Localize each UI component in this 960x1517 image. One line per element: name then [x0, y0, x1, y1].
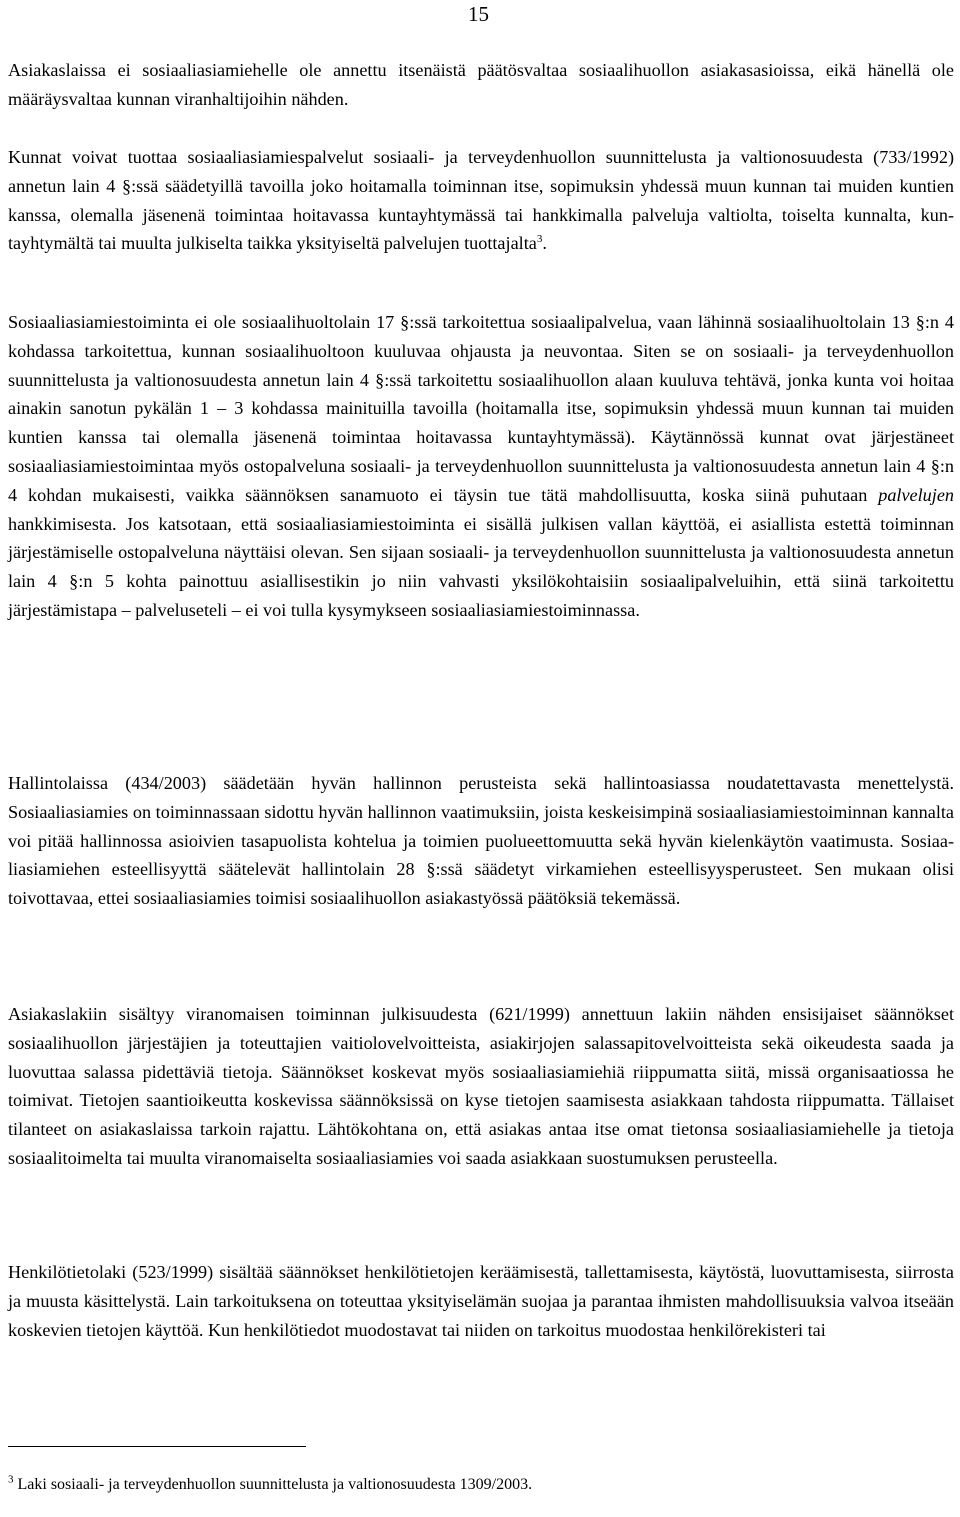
page-number: 15 — [468, 2, 489, 26]
footnote — [8, 1474, 532, 1496]
footnote-text: Laki sosiaali- ja terveydenhuollon suunnittelusta ja valtionosuudesta 1309/2003. — [13, 1476, 533, 1493]
paragraph-service-production — [8, 143, 954, 258]
paragraph-text: Kunnat voivat tuottaa sosiaaliasiamiespalvelut sosiaali- ja terveydenhuollon suunnittelusta ja valtionosuudesta (733/1992) annetun lain 4 §:ssä säädetyillä tavoilla joko hoitamalla toiminnan itse, sopimuksin yhdessä muun kunnan tai muiden kuntien kanssa, olemalla jäsenenä toimintaa hoitavassa kuntayhtymässä tai hankkimalla palveluja valtiolta, toiselta kunnalta, kuntayhtymältä tai muulta julkiselta taikka yksityiseltä palvelujen tuottajalta — [8, 147, 954, 254]
paragraph-text-part-a: Sosiaaliasiamiestoiminta ei ole sosiaalihuoltolain 17 §:ssä tarkoitettua sosiaalipalvelua, vaan lähinnä sosiaalihuoltolain 13 §:n 4 kohdassa tarkoitettua, kunnan sosiaalihuoltoon kuuluvaa ohjausta ja neuvontaa. Siten se on sosiaali- ja terveydenhuollon suunnittelusta ja valtionosuudesta annetun lain 4 §:ssä tarkoitettu sosiaalihuollon alaan kuuluva tehtävä, jonka kunta voi hoitaa ainakin sanotun pykälän 1 – 3 kohdassa mainituilla tavoilla (hoitamalla itse, sopimuksin yhdessä muun kunnan tai muiden kuntien kanssa tai olemalla jäsenenä toimintaa hoitavassa kuntayhtymässä). Käytännössä kunnat ovat järjestäneet sosiaaliasiamiestoimintaa myös ostopalveluna sosiaali- ja terveydenhuollon suunnittelusta ja valtionosuudesta annetun lain 4 §:n 4 kohdan mukaisesti, vaikka säännöksen sanamuoto ei täysin tue tätä mahdollisuutta, koska siinä puhutaan — [8, 312, 954, 505]
italic-term: palvelujen — [878, 484, 954, 505]
paragraph-advocate-activity — [8, 308, 954, 625]
footnote-marker: 3 — [8, 1473, 14, 1486]
paragraph-advocate-authority: Asiakaslaissa ei sosiaaliasiamiehelle ole annettu itsenäistä päätösvaltaa sosiaalihuollon asiakasasioissa, eikä hänellä ole määräysvaltaa kunnan viranhaltijoihin nähden. — [8, 60, 954, 109]
paragraph-personal-data-act: Henkilötietolaki (523/1999) sisältää säännökset henkilötietojen keräämisestä, tallettamisesta, käytöstä, luovuttamisesta, siirrosta ja muusta käsittelystä. Lain tarkoituksena on toteuttaa yksityiselämän suojaa ja parantaa ihmisten mahdollisuuksia valvoa itseään koskevien tietojen käyttöä. Kun henkilötiedot muodostavat tai niiden on tarkoitus muodostaa henkilörekisteri tai — [8, 1262, 954, 1340]
paragraph-client-act: Asiakaslakiin sisältyy viranomaisen toiminnan julkisuudesta (621/1999) annettuun lakiin nähden ensisijaiset säännökset sosiaalihuollon järjestäjien ja toteuttajien vaitiolovelvoitteista, asiakirjojen salassapitovelvoitteista sekä oikeudesta saada ja luovuttaa salassa pidettäviä tietoja. Säännökset koskevat myös sosiaaliasiamiehiä riippumatta siitä, missä organisaatiossa he toimivat. Tietojen saantioikeutta koskevissa säännöksissä on kyse tietojen saamisesta asiakkaan tahdosta riippumatta. Tällaiset tilanteet on asiakaslaissa tarkoin rajattu. Lähtökohtana on, että asiakas antaa itse omat tietonsa sosiaaliasiamiehelle ja tietoja sosiaalitoimelta tai muulta viranomaiselta sosiaaliasiamies voi saada asiakkaan suostumuksen perusteella. — [8, 1004, 954, 1168]
paragraph-text-end: . — [542, 233, 547, 254]
paragraph-text-part-b: hankkimisesta. Jos katsotaan, että sosiaaliasiamiestoiminta ei sisällä julkisen vallan käyttöä, ei asiallista estettä toiminnan järjestämiselle ostopalveluna näyttäisi olevan. Sen sijaan sosiaali- ja terveydenhuollon suunnittelusta ja valtionosuudesta annetun lain 4 §:n 5 kohta painottuu asiallisestikin jo niin vahvasti yksilökohtaisiin sosiaalipalveluihin, että siinä tarkoitettu järjestämistapa – palveluseteli – ei voi tulla kysymykseen sosiaaliasiamiestoiminnassa. — [8, 513, 954, 620]
footnote-reference: 3 — [536, 233, 543, 246]
paragraph-administrative-procedure: Hallintolaissa (434/2003) säädetään hyvän hallinnon perusteista sekä hallintoasiassa noudatettavasta menettelystä. Sosiaaliasiamies on toiminnassaan sidottu hyvän hallinnon vaatimuksiin, joista keskeisimpinä sosiaaliasiamiestoiminnan kannalta voi pitää hallinnossa asioivien tasapuolista kohtelua ja toimien puolueettomuutta sekä hyvän kielenkäytön vaatimusta. Sosiaaliasiamiehen esteellisyyttä säätelevät hallintolain 28 §:ssä säädetyt virkamiehen esteellisyysperusteet. Sen mukaan olisi toivottavaa, ettei sosiaaliasiamies toimisi sosiaalihuollon asiakastyössä päätöksiä tekemässä. — [8, 773, 954, 909]
footnote-separator — [8, 1446, 306, 1447]
